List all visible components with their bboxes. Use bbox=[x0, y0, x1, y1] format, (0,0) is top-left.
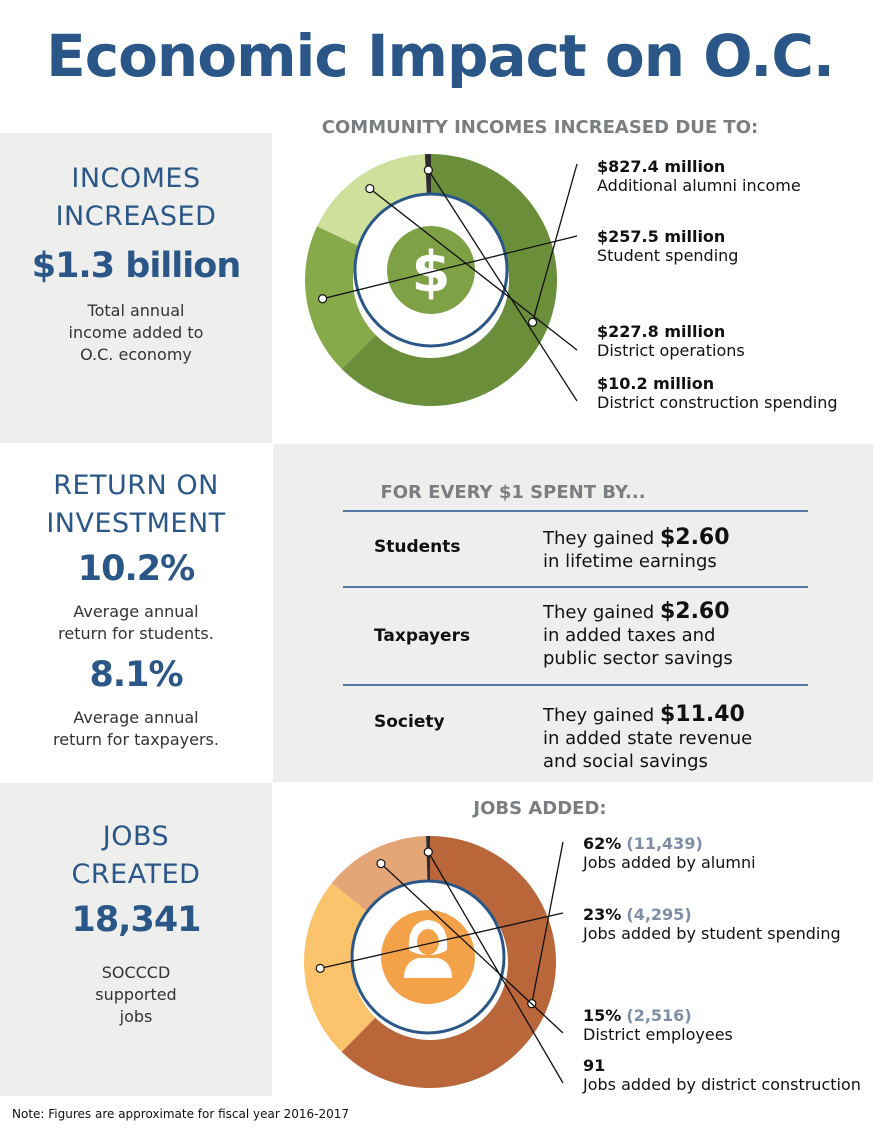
jobs-desc-line3: jobs bbox=[119, 1007, 153, 1026]
jobs-leader-dot-3 bbox=[377, 860, 385, 868]
incomes-heading-line2: INCREASED bbox=[55, 201, 217, 232]
roi-row-line3: public sector savings bbox=[543, 648, 733, 669]
roi-row-amount: $11.40 bbox=[659, 702, 745, 727]
roi-taxpayers-rate: 8.1% bbox=[89, 655, 183, 695]
jobs-heading-line2: CREATED bbox=[71, 859, 201, 890]
roi-students-desc1: Average annual bbox=[73, 602, 199, 621]
jobs-chart-title: JOBS ADDED: bbox=[473, 798, 607, 819]
roi-row-name: Taxpayers bbox=[374, 626, 471, 646]
jobs-item-student-spending bbox=[583, 905, 841, 943]
income-amount: $10.2 million bbox=[597, 374, 715, 393]
jobs-pct: 91 bbox=[583, 1056, 606, 1075]
roi-row-prefix: They gained bbox=[543, 705, 655, 726]
jobs-item-alumni bbox=[583, 834, 756, 872]
jobs-total: 18,341 bbox=[71, 900, 201, 940]
roi-table-title: FOR EVERY $1 SPENT BY... bbox=[380, 482, 646, 503]
roi-heading-line1: RETURN ON bbox=[53, 470, 219, 501]
jobs-desc-line1: SOCCCD bbox=[101, 963, 171, 982]
roi-students-rate: 10.2% bbox=[77, 549, 195, 589]
jobs-label: District employees bbox=[583, 1025, 733, 1044]
roi-row-amount: $2.60 bbox=[659, 525, 730, 550]
incomes-desc-line2: income added to bbox=[68, 323, 204, 342]
page-title: Economic Impact on O.C. bbox=[46, 22, 834, 90]
income-amount: $227.8 million bbox=[597, 322, 726, 341]
jobs-label: Jobs added by district construction bbox=[583, 1075, 861, 1094]
roi-students-desc2: return for students. bbox=[58, 624, 214, 643]
roi-taxpayers-desc2: return for taxpayers. bbox=[53, 730, 219, 749]
footnote: Note: Figures are approximate for fiscal year 2016-2017 bbox=[12, 1107, 350, 1121]
jobs-item-construction bbox=[583, 1056, 861, 1094]
jobs-desc-line2: supported bbox=[95, 985, 177, 1004]
roi-row-line3: and social savings bbox=[543, 751, 708, 772]
roi-row-line2: in added taxes and bbox=[543, 625, 716, 646]
incomes-heading-line1: INCOMES bbox=[71, 163, 201, 194]
roi-row-amount: $2.60 bbox=[659, 599, 730, 624]
jobs-pct: 23% bbox=[583, 905, 622, 924]
jobs-label: Jobs added by student spending bbox=[583, 924, 841, 943]
jobs-count: (4,295) bbox=[626, 905, 692, 924]
jobs-pct: 15% bbox=[583, 1006, 622, 1025]
income-label: Student spending bbox=[597, 246, 739, 265]
roi-row-name: Society bbox=[374, 712, 445, 732]
jobs-pct: 62% bbox=[583, 834, 622, 853]
income-label: District construction spending bbox=[597, 393, 838, 412]
income-label: Additional alumni income bbox=[597, 176, 801, 195]
income-label: District operations bbox=[597, 341, 745, 360]
roi-row-prefix: They gained bbox=[543, 602, 655, 623]
dollar-symbol: $ bbox=[411, 240, 451, 305]
jobs-label: Jobs added by alumni bbox=[583, 853, 756, 872]
income-amount: $827.4 million bbox=[597, 157, 726, 176]
roi-row-line2: in lifetime earnings bbox=[543, 551, 717, 572]
incomes-desc-line3: O.C. economy bbox=[80, 345, 192, 364]
jobs-heading-line1: JOBS bbox=[102, 821, 170, 852]
jobs-leader-dot-2 bbox=[316, 964, 324, 972]
jobs-count: (2,516) bbox=[626, 1006, 692, 1025]
incomes-chart-title: COMMUNITY INCOMES INCREASED DUE TO: bbox=[321, 117, 759, 138]
incomes-desc-line1: Total annual bbox=[87, 301, 185, 320]
incomes-total: $1.3 billion bbox=[31, 246, 241, 286]
roi-row-name: Students bbox=[374, 537, 461, 557]
jobs-count: (11,439) bbox=[626, 834, 703, 853]
income-amount: $257.5 million bbox=[597, 227, 726, 246]
roi-taxpayers-desc1: Average annual bbox=[73, 708, 199, 727]
person-icon bbox=[381, 910, 475, 1004]
roi-row-prefix: They gained bbox=[543, 528, 655, 549]
roi-row-line2: in added state revenue bbox=[543, 728, 753, 749]
jobs-item-district-employees bbox=[583, 1006, 733, 1044]
jobs-leader-dot-4 bbox=[424, 848, 432, 856]
roi-heading-line2: INVESTMENT bbox=[46, 508, 226, 539]
